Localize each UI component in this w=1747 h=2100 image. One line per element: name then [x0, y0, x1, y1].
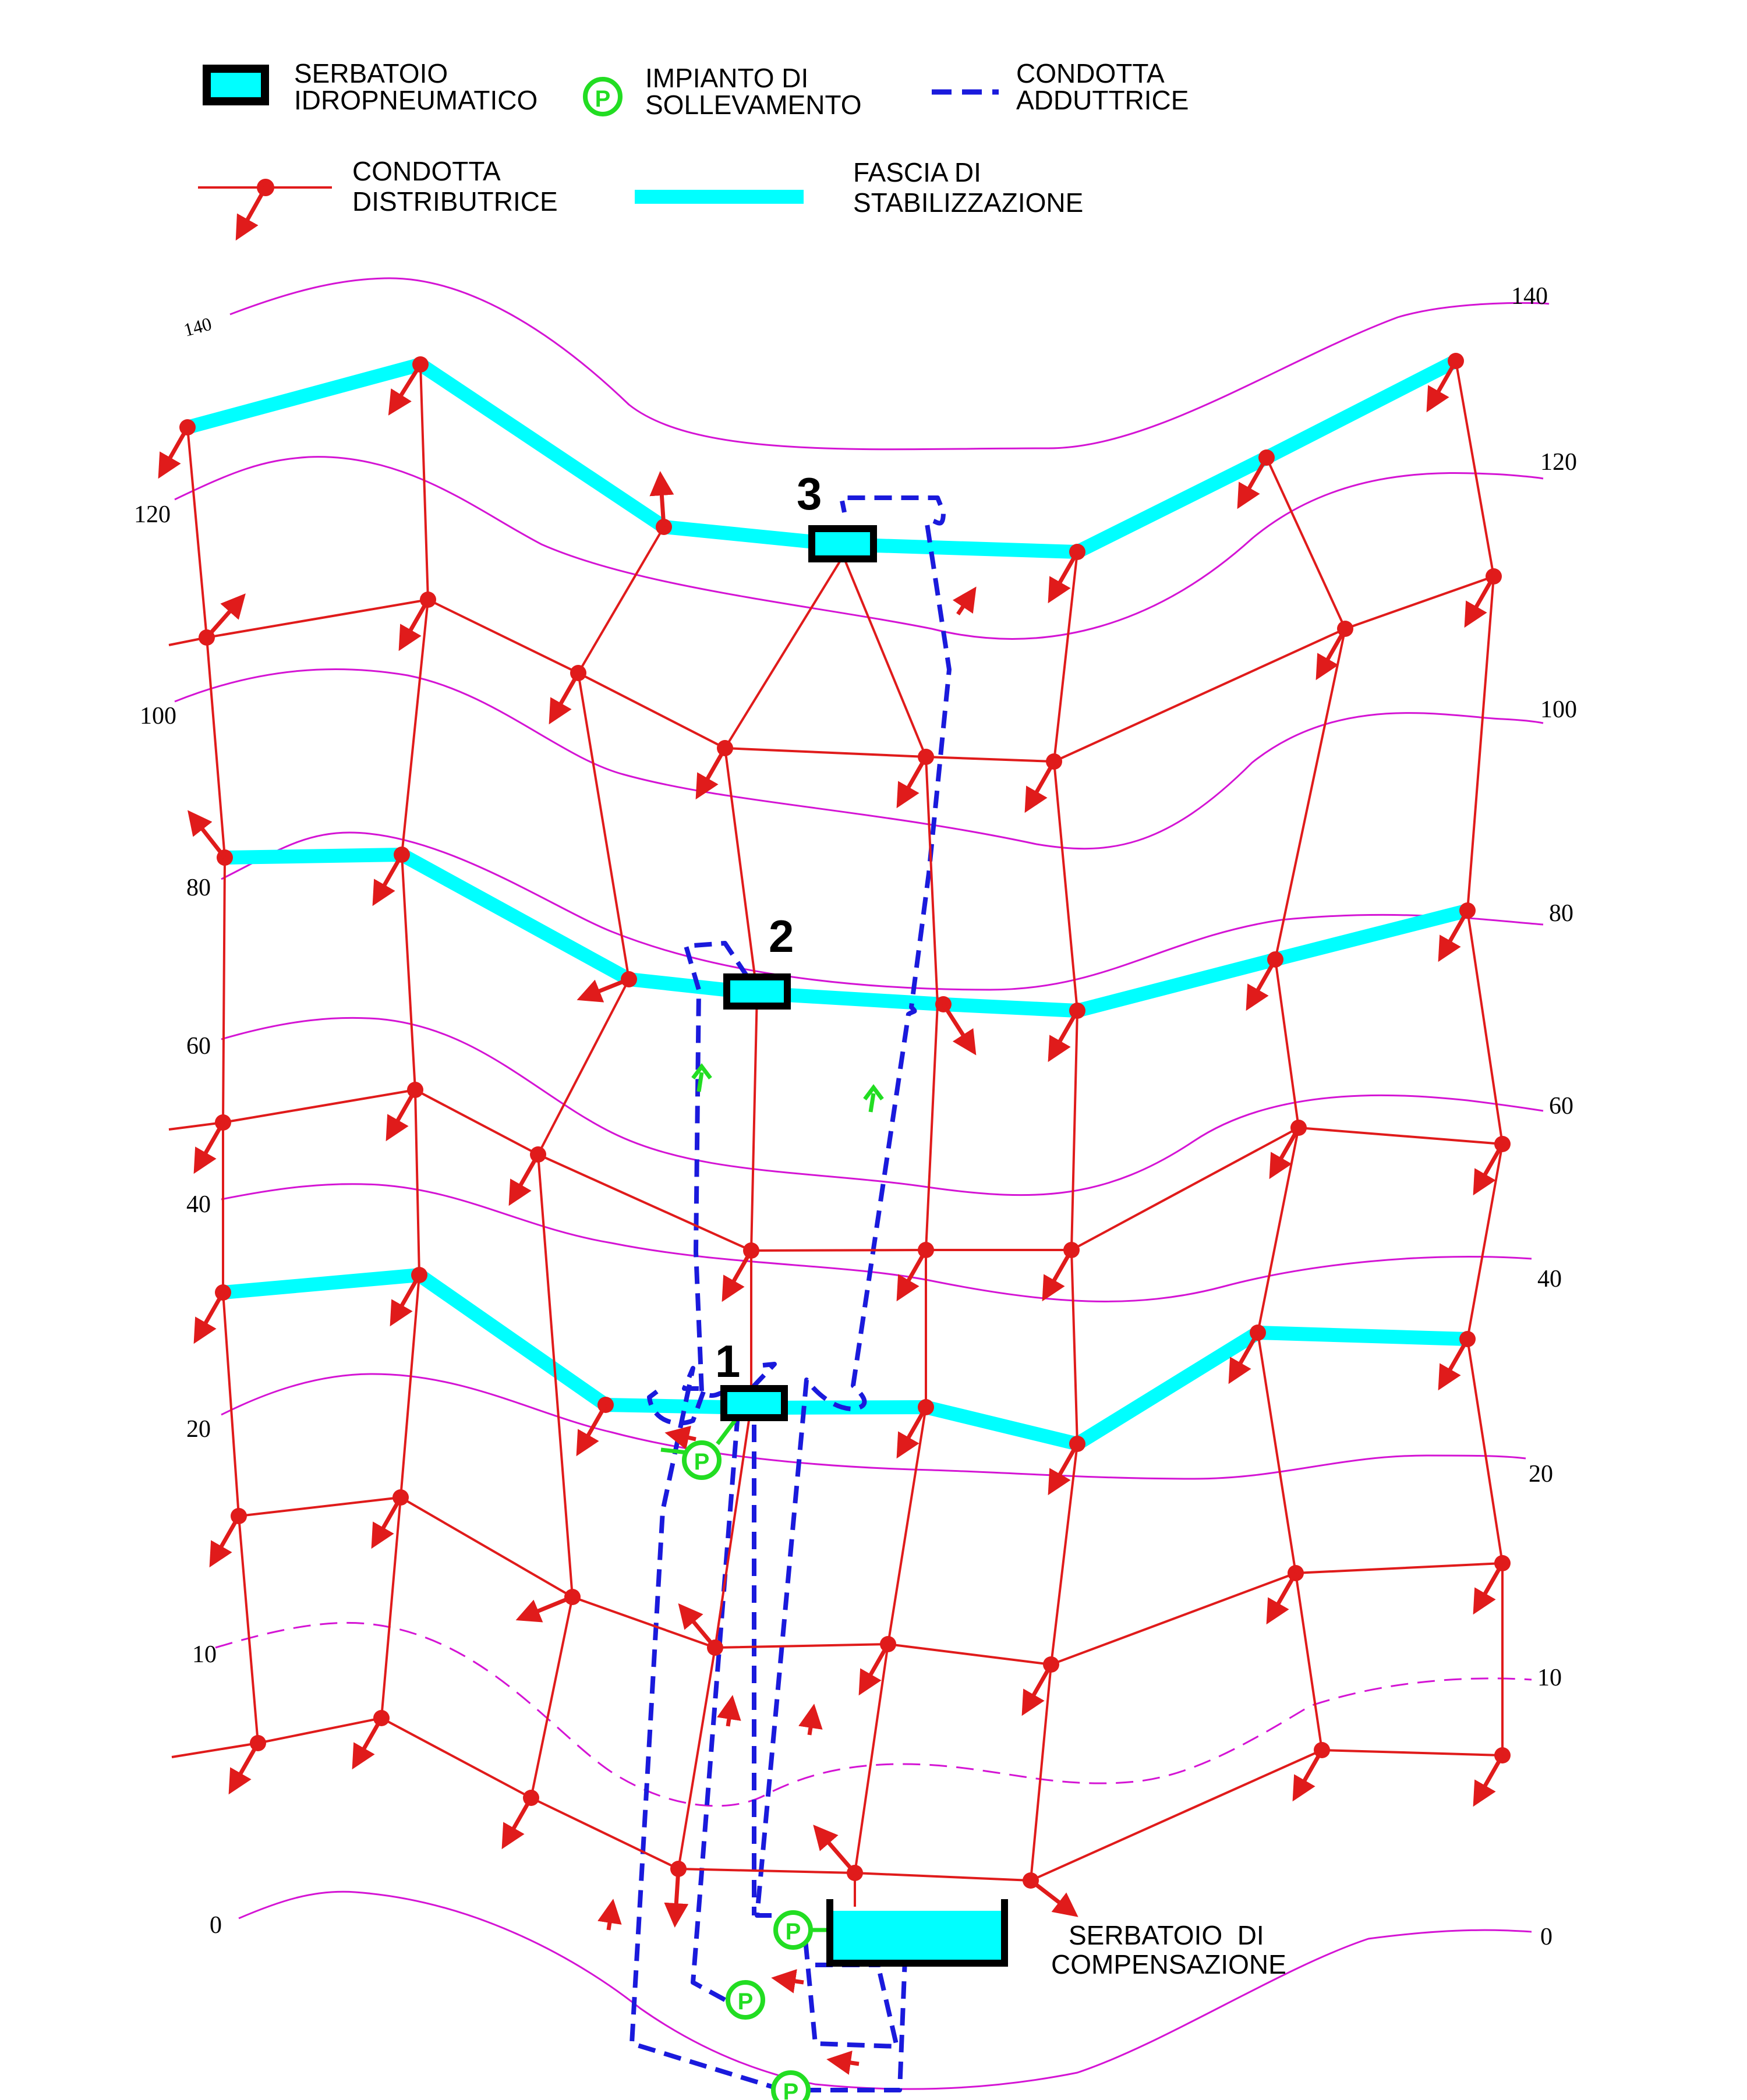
contour-labels-left	[134, 313, 222, 1939]
flow-arrow-icon	[958, 597, 970, 614]
pipe-row-1	[169, 576, 1494, 762]
contour-label-left-80: 80	[186, 874, 211, 901]
outlet-arrow-icon	[555, 673, 578, 714]
outlet-arrow-icon	[1272, 1573, 1296, 1614]
contour-label-right-0: 0	[1540, 1924, 1553, 1950]
outlet-arrow-icon	[358, 1718, 381, 1759]
legend-band-line1: FASCIA DI	[853, 157, 981, 187]
flow-arrow-icon	[871, 1093, 874, 1112]
pipe-row-2	[169, 1090, 1502, 1251]
outlet-arrow-icon	[195, 820, 225, 858]
compensation-tank-water	[830, 1911, 1005, 1963]
supply-pipes	[632, 498, 949, 2090]
pipe-col-4	[678, 748, 757, 1869]
outlet-arrow-icon	[903, 757, 926, 798]
contour-label-left-10: 10	[192, 1641, 217, 1668]
tank-1	[715, 1336, 784, 1418]
flow-arrow-icon	[728, 1707, 731, 1726]
pump-stations	[661, 1421, 830, 2100]
outlet-arrow-icon	[200, 1122, 223, 1163]
contour-label-left-40: 40	[186, 1191, 211, 1218]
pipe-row-4	[172, 1718, 1502, 1881]
contour-label-right-80: 80	[1549, 900, 1573, 927]
hydropneumatic-tank-icon	[727, 977, 787, 1006]
contour-label-left-0: 0	[210, 1912, 222, 1939]
contour-label-left-60: 60	[186, 1033, 211, 1060]
legend-pump-station	[585, 63, 862, 120]
contour-10	[215, 1623, 1532, 1805]
outlet-arrow-icon	[392, 1090, 415, 1131]
contour-20	[221, 1374, 1526, 1479]
contour-label-left-120: 120	[134, 501, 171, 528]
pump-station-comp-3	[773, 2073, 808, 2100]
pump-icon-letter: P	[737, 1989, 754, 2014]
outlet-arrow-icon	[527, 1597, 572, 1616]
legend-stabilization-band	[635, 157, 1083, 218]
network-nodes	[179, 353, 1511, 1889]
stabilization-band-lower	[223, 1275, 1467, 1444]
outlet-arrow-icon	[242, 187, 266, 230]
legend-supply-line1: CONDOTTA	[1016, 58, 1165, 88]
flow-arrow-icon	[609, 1911, 611, 1930]
pump-station-comp-1	[776, 1913, 830, 1947]
legend-hydro-tank	[207, 58, 537, 115]
pump-icon-letter: P	[783, 2079, 799, 2100]
contour-label-left-140: 140	[181, 313, 214, 341]
contour-label-left-20: 20	[186, 1416, 211, 1443]
outlet-arrow-icon	[215, 1516, 239, 1557]
outlet-arrow-icon	[1479, 1755, 1502, 1796]
pump-link	[717, 1421, 735, 1444]
legend-hydro-tank-line2: IDROPNEUMATICO	[294, 85, 538, 115]
tank-1-label: 1	[715, 1336, 741, 1387]
tank-2	[727, 911, 794, 1006]
compensation-tank	[830, 1899, 1286, 1979]
outlet-arrow-icon	[821, 1834, 855, 1873]
outlet-arrow-icon	[676, 1869, 678, 1915]
contour-60	[221, 1018, 1543, 1195]
flow-arrow-icon	[699, 1072, 702, 1092]
outlet-arrow-icon	[728, 1251, 751, 1291]
outlet-arrow-icon	[1031, 1881, 1069, 1910]
outlet-arrow-icon	[903, 1250, 926, 1291]
contour-label-right-40: 40	[1537, 1266, 1562, 1292]
contour-label-right-120: 120	[1540, 449, 1577, 476]
compensation-tank-label-line2: COMPENSAZIONE	[1051, 1949, 1286, 1979]
legend-band-line2: STABILIZZAZIONE	[853, 187, 1084, 218]
contour-label-right-140: 140	[1511, 283, 1548, 310]
contour-label-left-100: 100	[140, 703, 176, 729]
pipe-col-6	[1031, 552, 1077, 1881]
legend-hydro-tank-line1: SERBATOIO	[294, 58, 448, 88]
outlet-arrow-icon	[1479, 1563, 1502, 1604]
outlet-arrow-icon	[200, 1292, 223, 1333]
outlet-arrow-icon	[1048, 1250, 1071, 1291]
compensation-tank-label-line1: SERBATOIO DI	[1069, 1920, 1264, 1950]
flow-arrow-icon	[809, 1716, 812, 1735]
contour-label-right-20: 20	[1529, 1461, 1553, 1488]
outlet-arrow-icon	[661, 483, 664, 527]
legend-distribution-pipe	[198, 156, 558, 230]
legend-pump-line2: SOLLEVAMENTO	[645, 90, 862, 120]
contour-80	[221, 833, 1543, 990]
pump-icon-letter: P	[694, 1449, 710, 1475]
outlet-arrow-icon	[508, 1798, 531, 1839]
contour-label-right-100: 100	[1540, 696, 1577, 723]
pump-link	[661, 1450, 687, 1453]
contour-label-right-10: 10	[1537, 1665, 1562, 1691]
pump-icon-letter: P	[595, 86, 611, 112]
hydropneumatic-tank-icon	[207, 69, 265, 101]
contour-labels-right	[1511, 283, 1577, 1950]
pipe-tank3-feed	[725, 556, 926, 757]
legend-supply-line2: ADDUTTRICE	[1016, 85, 1189, 115]
hydropneumatic-tank-icon	[724, 1389, 784, 1418]
supply-pipe-to-tank-3	[757, 498, 949, 1915]
outlet-arrow-icon	[1031, 762, 1054, 802]
legend	[198, 58, 1189, 230]
flow-arrows	[609, 597, 970, 2064]
tank-3-label: 3	[797, 468, 822, 519]
outlet-arrow-icon	[515, 1155, 538, 1195]
legend-distribution-line1: CONDOTTA	[352, 156, 501, 186]
pipe-col-5	[855, 757, 938, 1873]
pump-icon-letter: P	[785, 1919, 801, 1945]
tank-2-label: 2	[769, 911, 794, 962]
contour-100	[175, 669, 1543, 848]
hydropneumatic-tank-icon	[812, 529, 874, 559]
outlet-arrow-icon	[702, 748, 725, 789]
legend-pump-line1: IMPIANTO DI	[645, 63, 809, 93]
legend-distribution-line2: DISTRIBUTRICE	[352, 186, 558, 217]
outlet-arrow-icon	[235, 1743, 258, 1784]
stabilization-bands	[188, 361, 1467, 1444]
contour-label-right-60: 60	[1549, 1093, 1573, 1120]
flow-arrow-icon	[783, 1979, 804, 1982]
legend-supply-pipe	[932, 58, 1189, 115]
pump-station-comp-2	[728, 1982, 763, 2017]
outlet-arrows	[164, 361, 1502, 1915]
outlet-arrow-icon	[164, 427, 188, 468]
flow-arrow-icon	[839, 2061, 859, 2064]
